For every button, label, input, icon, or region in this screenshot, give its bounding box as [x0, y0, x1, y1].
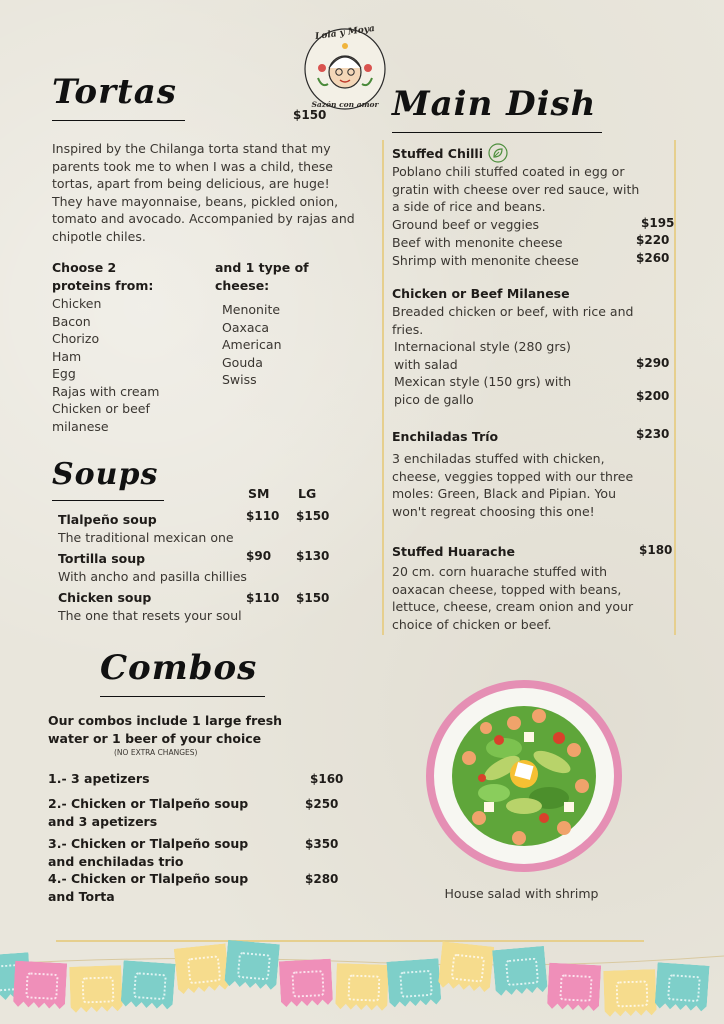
tortas-price: $150 [293, 108, 327, 122]
combo-item [48, 770, 343, 788]
list-item: Chicken or beef milanese [52, 401, 150, 434]
chilli-option-price: $220 [636, 233, 670, 247]
enchiladas-name: Enchiladas Trío [392, 429, 499, 444]
soup-name: Chicken soup [58, 590, 152, 605]
combos-note: (NO EXTRA CHANGES) [114, 748, 198, 757]
huarache-name: Stuffed Huarache [392, 544, 515, 559]
chilli-option-price: $195 [641, 216, 675, 230]
combo-item [48, 870, 343, 905]
banner-flag [335, 963, 389, 1011]
chilli-option-label: Ground beef or veggies [392, 217, 540, 232]
soup-name: Tortilla soup [58, 551, 146, 566]
logo-tagline-text: Sazón con amor [311, 100, 379, 109]
list-item: American [222, 337, 282, 352]
tortas-description: Inspired by the Chilanga torta stand that my parents took me to when I was a child, these tortas, apart from being delicious, are huge! They have mayonnaise, beans, pickled onion, tomato and avocado. Accompanied by rajas and chipotle chiles. [52, 141, 355, 244]
proteins-title: Choose 2 proteins from: [52, 260, 154, 293]
milanese-name: Chicken or Beef Milanese [392, 286, 570, 301]
banner-flag [13, 961, 67, 1010]
tortas-heading: Tortas [52, 64, 185, 121]
banner-flag [386, 958, 441, 1008]
list-item: Ham [52, 348, 82, 364]
list-item: Chicken [52, 296, 102, 311]
chilli-option-label: Beef with menonite cheese [392, 235, 563, 250]
combo-price: $250 [305, 797, 339, 811]
soups-heading: Soups [52, 450, 164, 501]
soups-col-sm: SM [248, 486, 270, 501]
soups-col-lg: LG [298, 486, 317, 501]
stuffed-chilli-desc: Poblano chili stuffed coated in egg or gratin with cheese over red sauce, with a side of rice and beans. [392, 164, 640, 214]
combo-price: $160 [310, 772, 344, 786]
combo-label: 3.- Chicken or Tlalpeño soup and enchiladas trio [48, 836, 249, 869]
huarache-price: $180 [639, 543, 673, 557]
combo-item [48, 835, 343, 870]
list-item: Chorizo [52, 331, 100, 346]
combos-intro: Our combos include 1 large fresh water or 1 beer of your choice [48, 713, 283, 746]
milanese-desc: Breaded chicken or beef, with rice and fries. [392, 304, 634, 337]
list-item: Swiss [222, 372, 257, 387]
list-item: Menonite [222, 302, 281, 317]
main-dish-heading: Main Dish [392, 76, 602, 133]
soup-price-sm: $90 [246, 549, 272, 563]
milanese-option-label: Internacional style (280 grs) with salad [394, 339, 571, 372]
banner-flag [224, 940, 280, 990]
soup-price-lg: $130 [296, 549, 330, 563]
soup-price-sm: $110 [246, 509, 280, 523]
banner-flag [69, 965, 123, 1013]
soup-name: Tlalpeño soup [58, 512, 157, 527]
proteins-list [52, 295, 202, 435]
huarache-desc: 20 cm. corn huarache stuffed with oaxacan cheese, topped with beans, lettuce, cheese, cream onion and your choice of chicken or beef. [392, 564, 634, 632]
banner-flag [174, 943, 231, 994]
banner-flag [120, 960, 175, 1010]
soup-price-sm: $110 [246, 591, 280, 605]
soup-price-lg: $150 [296, 509, 330, 523]
house-salad-photo [424, 678, 624, 874]
list-item: Rajas with cream [52, 383, 160, 399]
soup-price-lg: $150 [296, 591, 330, 605]
combo-label: 1.- 3 apetizers [48, 771, 150, 786]
enchiladas-price: $230 [636, 427, 670, 441]
right-edge-line [674, 140, 676, 635]
soup-item [58, 511, 358, 546]
enchiladas-desc: 3 enchiladas stuffed with chicken, cheese, veggies topped with our three moles: Green, Black and Pipian. You won't regreat choosing this one! [392, 451, 634, 519]
list-item: Bacon [52, 313, 91, 329]
soup-desc: The traditional mexican one [58, 529, 234, 545]
list-item: Oaxaca [222, 319, 270, 335]
photo-caption: House salad with shrimp [444, 886, 599, 901]
banner-flag [438, 941, 495, 992]
combo-item [48, 795, 343, 830]
milanese-option-price: $290 [636, 356, 670, 370]
logo-brand-text: Lola y Moya [314, 23, 376, 43]
soup-item [58, 589, 358, 624]
combo-price: $350 [305, 837, 339, 851]
banner-flag [492, 946, 548, 996]
cheese-list [222, 301, 342, 389]
banner-flag [603, 969, 657, 1017]
chilli-option-label: Shrimp with menonite cheese [392, 253, 579, 268]
banner-flag [654, 962, 709, 1012]
combos-heading: Combos [100, 640, 265, 697]
banner-flag [547, 963, 601, 1012]
papel-picado-banner [0, 936, 724, 1024]
stuffed-chilli-name: Stuffed Chilli [392, 146, 483, 161]
restaurant-logo [300, 24, 390, 114]
milanese-option-label: Mexican style (150 grs) with pico de gallo [394, 374, 572, 407]
milanese-option-price: $200 [636, 389, 670, 403]
soup-desc: With ancho and pasilla chillies [58, 568, 247, 584]
combo-price: $280 [305, 872, 339, 886]
banner-flag [279, 959, 333, 1008]
left-column-divider [382, 140, 384, 635]
soup-desc: The one that resets your soul [58, 607, 242, 623]
chilli-option-price: $260 [636, 251, 670, 265]
cheese-title: and 1 type of cheese: [215, 260, 309, 293]
soup-item [58, 550, 358, 585]
combo-label: 2.- Chicken or Tlalpeño soup and 3 apetizers [48, 796, 249, 829]
list-item: Egg [52, 366, 76, 381]
list-item: Gouda [222, 354, 263, 370]
combo-label: 4.- Chicken or Tlalpeño soup and Torta [48, 871, 249, 904]
